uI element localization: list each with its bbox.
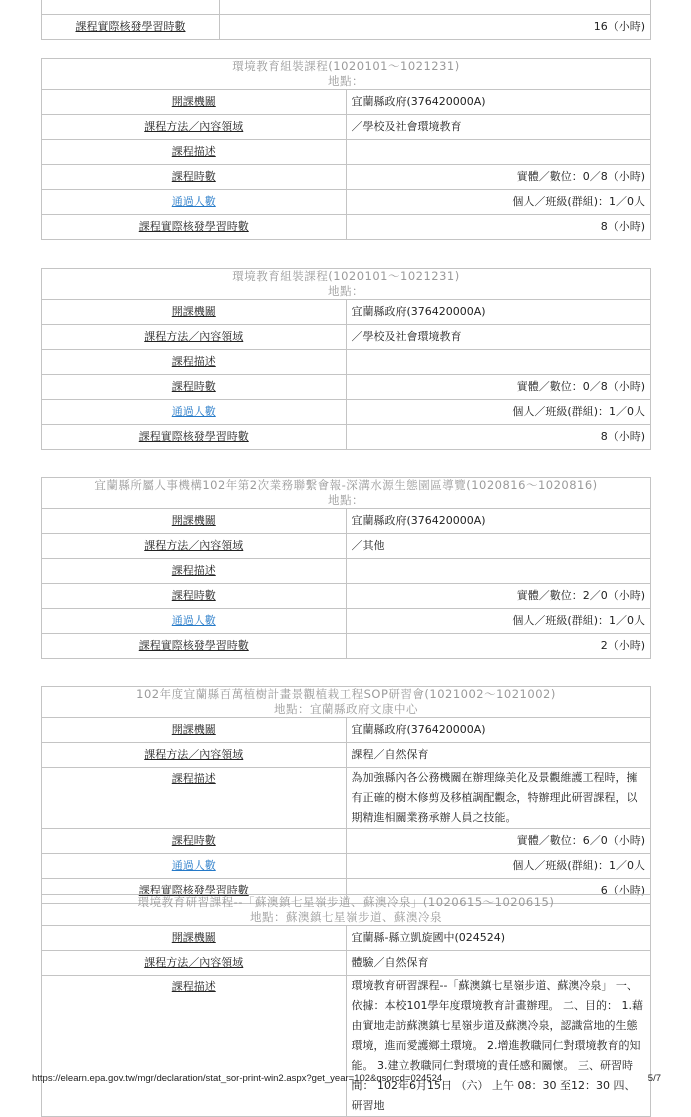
course-header: [42, 895, 651, 926]
hours-label: 課程時數: [171, 380, 216, 393]
footer-url: https://elearn.epa.gov.tw/mgr/declaration/stat_sor-print-win2.aspx?get_year=102&qsorcd=024524: [32, 1073, 443, 1084]
method-label: 課程方法／內容領域: [144, 330, 244, 343]
course-location: 地點：宜蘭縣政府文康中心: [274, 702, 418, 716]
course-table-1: [41, 58, 651, 240]
course-location: 地點：蘇澳鎮七星嶺步道、蘇澳冷泉: [250, 910, 442, 924]
actual-hours-label: 課程實際核發學習時數: [138, 884, 249, 897]
course-table-partial: [41, 0, 651, 40]
org-label: 開課機關: [171, 723, 216, 736]
hours-value: 實體／數位：0／8（小時): [346, 375, 651, 400]
actual-hours-value: 2（小時): [346, 634, 651, 659]
passed-value: 個人／班級(群組)：1／0人: [346, 609, 651, 634]
method-value: ／學校及社會環境教育: [346, 115, 651, 140]
desc-label: 課程描述: [171, 772, 216, 785]
desc-value: [346, 350, 651, 375]
course-header: [42, 478, 651, 509]
course-header: [42, 269, 651, 300]
desc-label: 課程描述: [171, 980, 216, 993]
desc-value: 為加強縣內各公務機關在辦理綠美化及景觀維護工程時，擁有正確的樹木修剪及移植調配觀念，特辦理此研習課程，以期精進相關業務承辦人員之技能。: [346, 768, 651, 829]
passed-count-link[interactable]: 通過人數: [171, 405, 216, 418]
desc-label: 課程描述: [171, 564, 216, 577]
org-label: 開課機關: [171, 95, 216, 108]
org-value: 宜蘭縣政府(376420000A): [346, 509, 651, 534]
actual-hours-label: 課程實際核發學習時數: [138, 639, 249, 652]
actual-hours-value: 6（小時): [346, 879, 651, 904]
passed-value: 個人／班級(群組)：1／0人: [346, 854, 651, 879]
course-title: 宜蘭縣所屬人事機構102年第2次業務聯繫會報-深溝水源生態園區導覽(1020816～1020816): [94, 478, 598, 492]
course-title: 環境教育研習課程--「蘇澳鎮七星嶺步道、蘇澳冷泉」(1020615～1020615): [137, 895, 555, 909]
method-label: 課程方法／內容領域: [144, 748, 244, 761]
hours-value: 實體／數位：0／8（小時): [346, 165, 651, 190]
method-label: 課程方法／內容領域: [144, 956, 244, 969]
course-title: 環境教育組裝課程(1020101～1021231): [232, 269, 460, 283]
method-value: 課程／自然保育: [346, 743, 651, 768]
method-label: 課程方法／內容領域: [144, 120, 244, 133]
course-location: 地點：: [328, 493, 364, 507]
hours-label: 課程時數: [171, 170, 216, 183]
desc-value: [346, 140, 651, 165]
course-table-4: [41, 686, 651, 904]
org-value: 宜蘭縣政府(376420000A): [346, 90, 651, 115]
hours-label: 課程時數: [171, 834, 216, 847]
method-value: 體驗／自然保育: [346, 951, 651, 976]
actual-hours-label: 課程實際核發學習時數: [138, 430, 249, 443]
hours-value: 實體／數位：6／0（小時): [346, 829, 651, 854]
passed-value: 個人／班級(群組)：1／0人: [346, 400, 651, 425]
desc-label: 課程描述: [171, 145, 216, 158]
actual-hours-value: 8（小時): [346, 425, 651, 450]
desc-value: [346, 559, 651, 584]
course-table-3: [41, 477, 651, 659]
actual-hours-value: 8（小時): [346, 215, 651, 240]
passed-value: 個人／班級(群組)：1／0人: [346, 190, 651, 215]
actual-hours-label: 課程實際核發學習時數: [75, 20, 186, 33]
org-value: 宜蘭縣政府(376420000A): [346, 718, 651, 743]
desc-label: 課程描述: [171, 355, 216, 368]
actual-hours-value: 16（小時): [220, 15, 651, 40]
desc-value: 環境教育研習課程--「蘇澳鎮七星嶺步道、蘇澳冷泉」 一、依據：本校101學年度環境教育計畫辦理。 二、目的： 1.藉由實地走訪蘇澳鎮七星嶺步道及蘇澳冷泉，認識當地的生態 環境，進而愛護鄉土環境。 2.增進教職同仁對環境教育的知能。 3.建立教職同仁對環境的責任感和關懷。 三、研習時間： 102年6月15日 （六） 上午 08：30 至12：30 四、研習地: [346, 976, 651, 1117]
course-table-2: [41, 268, 651, 450]
method-value: ／其他: [346, 534, 651, 559]
course-title: 102年度宜蘭縣百萬植樹計畫景觀植栽工程SOP研習會(1021002～1021002): [136, 687, 556, 701]
method-label: 課程方法／內容領域: [144, 539, 244, 552]
org-value: 宜蘭縣-縣立凱旋國中(024524): [346, 926, 651, 951]
org-label: 開課機關: [171, 305, 216, 318]
org-label: 開課機關: [171, 931, 216, 944]
actual-hours-label: 課程實際核發學習時數: [138, 220, 249, 233]
footer-page-number: 5/7: [647, 1073, 661, 1084]
passed-count-link[interactable]: 通過人數: [171, 614, 216, 627]
method-value: ／學校及社會環境教育: [346, 325, 651, 350]
course-location: 地點：: [328, 74, 364, 88]
org-label: 開課機關: [171, 514, 216, 527]
course-title: 環境教育組裝課程(1020101～1021231): [232, 59, 460, 73]
hours-value: 實體／數位：2／0（小時): [346, 584, 651, 609]
course-header: [42, 59, 651, 90]
course-location: 地點：: [328, 284, 364, 298]
org-value: 宜蘭縣政府(376420000A): [346, 300, 651, 325]
passed-count-link[interactable]: 通過人數: [171, 195, 216, 208]
hours-label: 課程時數: [171, 589, 216, 602]
course-header: [42, 687, 651, 718]
passed-count-link[interactable]: 通過人數: [171, 859, 216, 872]
